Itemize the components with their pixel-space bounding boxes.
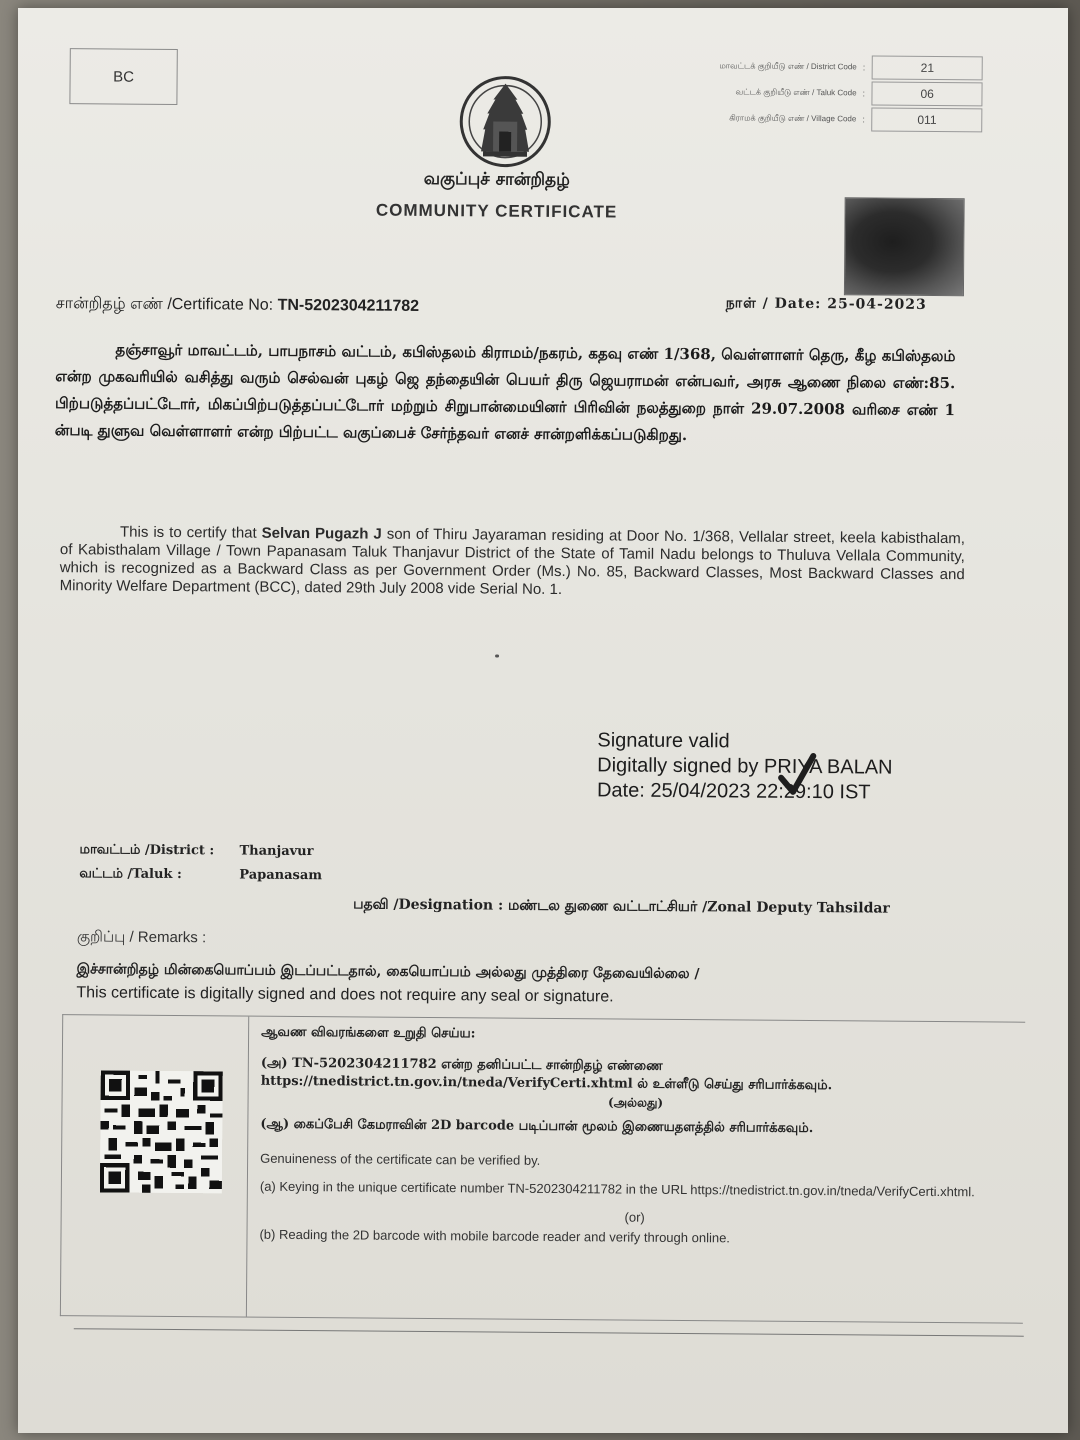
date-value: 25-04-2023: [827, 296, 927, 313]
taluk-label: வட்டம் /Taluk :: [79, 866, 182, 883]
applicant-name: Selvan Pugazh J: [261, 524, 382, 543]
note-english: This certificate is digitally signed and does not require any seal or signature.: [76, 984, 614, 1006]
title-tamil: வகுப்புச் சான்றிதழ்: [423, 168, 570, 191]
verify-a-tamil: (அ) TN-5202304211782 என்ற தனிப்பட்ட சான்றிதழ் எண்ணை https://tnedistrict.tn.gov.in/tneda/VerifyCerti.xhtml ல் உள்ளீடு செய்து சரிபார்க்கவும்.: [260, 1055, 833, 1094]
certificate-number-line: [56, 294, 419, 317]
taluk-code-value: 06: [872, 81, 983, 106]
village-code-value: 011: [872, 107, 983, 132]
paragraph-tamil: [55, 336, 956, 451]
taluk-row: [79, 862, 322, 888]
certificate-paper: [18, 8, 1068, 1433]
signature-signed-by: Digitally signed by PRIYA BALAN: [597, 754, 893, 779]
verify-a-english: (a) Keying in the unique certificate number TN-5202304211782 in the URL https://tnedistrict.tn.gov.in/tneda/VerifyCerti.xhtml.: [259, 1178, 975, 1200]
note-tamil: இச்சான்றிதழ் மின்கையொப்பம் இடப்பட்டதால், கையொப்பம் அல்லது முத்திரை தேவையில்லை /: [76, 961, 700, 983]
ink-dot: [495, 655, 499, 658]
taluk-code-label: வட்டக் குறியீடு எண் / Taluk Code: [735, 87, 857, 98]
paragraph-tamil-text: தஞ்சாவூர் மாவட்டம், பாபநாசம் வட்டம், கபிஸ்தலம் கிராமம்/நகரம், கதவு எண் 1/368, வெள்ளாளர் தெரு, கீழ கபிஸ்தலம் என்ற முகவரியில் வசித்து வரும் செல்வன் புகழ் ஜெ தந்தையின் பெயர் திரு ஜெயராமன் என்பவர், அரசு ஆணை நிலை எண்:85. பிற்படுத்தப்பட்டோர், மிகப்பிற்படுத்தப்பட்டோர் மற்றும் சிறுபான்மையினர் பிரிவின் நலத்துறை நாள் 29.07.2008 வரிசை எண் 1 ன்படி துளுவ வெள்ளாளர் என்ற பிற்பட்ட வகுப்பைச் சேர்ந்தவர் எனச் சான்றளிக்கப்படுகிறது.: [54, 340, 956, 445]
signature-date: Date: 25/04/2023 22:29:10 IST: [596, 779, 871, 804]
district-code-label: மாவட்டக் குறியீடு எண் / District Code: [719, 61, 857, 72]
title-english: COMMUNITY CERTIFICATE: [375, 200, 618, 222]
date-label: நாள் / Date:: [725, 295, 822, 313]
taluk-code-row: வட்டக் குறியீடு எண் / Taluk Code : 06: [622, 79, 982, 108]
paragraph-english: This is to certify that Selvan Pugazh J son of Thiru Jayaraman residing at Door No. 1/368, Vellalar street, keela kabisthalam, of Kabisthalam Village / Town Papanasam Taluk Thanjavur District of the State of Tamil Nadu belongs to Thuluva Vellala Community, which is recognized as a Backward Class as per Government Order (Ms.) No. 85, Backward Classes, Most Backward Classes and Minority Welfare Department (BCC), dated 29th July 2008 vide Serial No. 1.: [59, 523, 966, 599]
verify-b-english: (b) Reading the 2D barcode with mobile barcode reader and verify through online.: [259, 1226, 731, 1246]
verification-text: [259, 1025, 1011, 1249]
district-code-row: மாவட்டக் குறியீடு எண் / District Code : 21: [623, 53, 983, 82]
checkmark-icon: [777, 752, 817, 798]
district-taluk-block: [79, 838, 322, 888]
date-line: [726, 295, 927, 315]
verify-or-tamil: (அல்லது): [607, 1095, 664, 1110]
category-box: BC: [69, 48, 177, 105]
verify-b-tamil: (ஆ) கைப்பேசி கேமராவின் 2D barcode படிப்பான் மூலம் இணையதளத்தில் சரிபார்க்கவும்.: [260, 1116, 814, 1137]
village-code-row: கிராமக் குறியீடு எண் / Village Code : 011: [622, 105, 982, 134]
certificate-sheet: [37, 26, 1058, 1384]
applicant-photo: [844, 197, 965, 296]
designation: பதவி /Designation : மண்டல துணை வட்டாட்சியர் /Zonal Deputy Tahsildar: [353, 896, 890, 917]
bottom-divider: [74, 1328, 1024, 1336]
district-code-value: 21: [872, 55, 983, 80]
village-code-label: கிராமக் குறியீடு எண் / Village Code: [729, 113, 857, 124]
district-row: [79, 838, 322, 864]
digital-signature-block: [597, 728, 893, 805]
qr-code-icon[interactable]: [100, 1070, 223, 1193]
signature-status: Signature valid: [597, 729, 730, 753]
district-label: மாவட்டம் /District :: [79, 842, 215, 859]
district-value: Thanjavur: [239, 843, 314, 860]
certificate-number-label: சான்றிதழ் எண் /Certificate No:: [55, 295, 274, 314]
remarks-label: குறிப்பு / Remarks :: [76, 928, 207, 947]
verification-box: [60, 1014, 1025, 1324]
tamil-nadu-emblem: [457, 69, 554, 170]
verify-head-english: Genuineness of the certificate can be verified by.: [260, 1150, 541, 1168]
verify-or-english: (or): [624, 1209, 645, 1225]
taluk-value: Papanasam: [239, 867, 323, 884]
code-table: [622, 53, 983, 134]
certificate-number: TN-5202304211782: [277, 296, 420, 315]
verify-head-tamil: ஆவண விவரங்களை உறுதி செய்ய:: [261, 1024, 476, 1042]
